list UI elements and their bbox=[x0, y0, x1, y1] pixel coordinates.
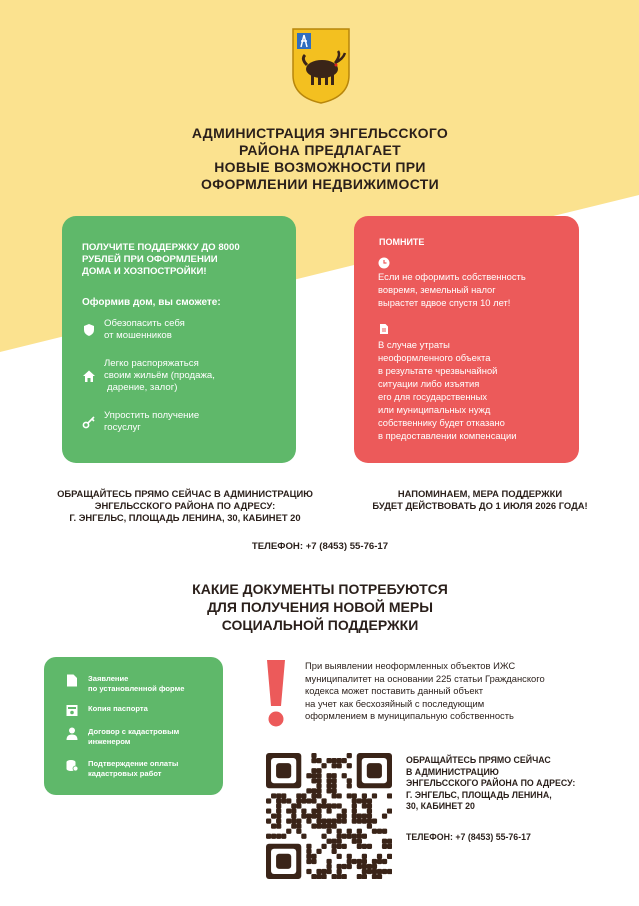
reminder-line: БУДЕТ ДЕЙСТВОВАТЬ ДО 1 ИЮЛЯ 2026 ГОДА! bbox=[372, 500, 588, 511]
contact-line: ОБРАЩАЙТЕСЬ ПРЯМО СЕЙЧАС bbox=[406, 755, 551, 765]
support-card bbox=[62, 216, 296, 463]
legal-notice bbox=[305, 660, 615, 723]
document-item bbox=[66, 704, 148, 717]
reminder-line: НАПОМИНАЕМ, МЕРА ПОДДЕРЖКИ bbox=[397, 488, 563, 499]
remember-text bbox=[378, 338, 568, 442]
contact-line: ЭНГЕЛЬССКОГО РАЙОНА ПО АДРЕСУ: bbox=[406, 778, 576, 788]
person-icon bbox=[66, 727, 78, 740]
documents-title-line: СОЦИАЛЬНОЙ ПОДДЕРЖКИ bbox=[221, 617, 419, 633]
contact-line: В АДМИНИСТРАЦИЮ bbox=[406, 766, 499, 777]
document-text: Копия паспорта bbox=[88, 704, 148, 713]
documents-title-line: КАКИЕ ДОКУМЕНТЫ ПОТРЕБУЮТСЯ bbox=[192, 581, 448, 597]
remember-line: вырастет вдвое спустя 10 лет! bbox=[378, 297, 511, 308]
remember-line: вовремя, земельный налог bbox=[378, 284, 496, 295]
passport-icon bbox=[66, 704, 78, 717]
notice-line: кодекса может поставить данный объект bbox=[305, 685, 484, 696]
contact-address-top bbox=[30, 488, 340, 524]
title-line: РАЙОНА ПРЕДЛАГАЕТ bbox=[238, 142, 402, 158]
documents-card bbox=[44, 657, 223, 795]
remember-card bbox=[354, 216, 579, 463]
remember-line: его для государственных bbox=[378, 391, 488, 402]
remember-line: неоформленного объекта bbox=[378, 352, 491, 363]
benefit-text: госуслуг bbox=[104, 422, 141, 433]
benefit-item bbox=[82, 318, 185, 342]
document-text: по установленной форме bbox=[88, 684, 185, 693]
remember-line: Если не оформить собственность bbox=[378, 271, 526, 282]
notice-line: При выявлении неоформленных объектов ИЖС bbox=[305, 660, 516, 671]
contact-address-bottom bbox=[406, 755, 616, 813]
key-icon bbox=[82, 415, 96, 429]
benefit-text: от мошенников bbox=[104, 330, 172, 341]
support-heading-line: ДОМА И ХОЗПОСТРОЙКИ! bbox=[82, 266, 207, 277]
remember-text bbox=[378, 270, 568, 309]
remember-line: В случае утраты bbox=[378, 339, 450, 350]
notice-line: оформлением в муниципальную собственность bbox=[305, 710, 514, 721]
support-heading bbox=[82, 242, 282, 278]
benefit-text: Легко распоряжаться bbox=[104, 358, 199, 369]
remember-line: ситуации либо изъятия bbox=[378, 378, 480, 389]
support-subheading: Оформив дом, вы сможете: bbox=[82, 297, 221, 308]
home-icon bbox=[82, 369, 96, 383]
remember-heading: ПОМНИТЕ bbox=[379, 237, 425, 247]
document-text: Договор с кадастровым bbox=[88, 727, 180, 736]
contact-line: Г. ЭНГЕЛЬС, ПЛОЩАДЬ ЛЕНИНА, bbox=[406, 789, 552, 800]
file-icon bbox=[66, 674, 78, 687]
document-item bbox=[66, 759, 178, 779]
notice-line: на учет как бесхозяйный с последующим bbox=[305, 697, 485, 709]
contact-line: Г. ЭНГЕЛЬС, ПЛОЩАДЬ ЛЕНИНА, 30, КАБИНЕТ 20 bbox=[69, 512, 301, 523]
benefit-item bbox=[82, 410, 199, 434]
deadline-reminder bbox=[350, 488, 610, 512]
remember-line: собственнику будет отказано bbox=[378, 417, 505, 428]
support-heading-line: ПОЛУЧИТЕ ПОДДЕРЖКУ ДО 8000 bbox=[82, 242, 240, 253]
documents-title bbox=[140, 580, 500, 634]
benefit-text: дарение, залог) bbox=[107, 382, 178, 393]
notice-line: муниципалитет на основании 225 статьи Гражданского bbox=[305, 672, 545, 684]
document-text: кадастровых работ bbox=[88, 769, 162, 778]
contact-line: ЭНГЕЛЬССКОГО РАЙОНА ПО АДРЕСУ: bbox=[94, 500, 276, 511]
documents-title-line: ДЛЯ ПОЛУЧЕНИЯ НОВОЙ МЕРЫ bbox=[207, 599, 433, 615]
page-title bbox=[150, 125, 490, 193]
coins-icon bbox=[66, 759, 78, 772]
coat-of-arms-icon bbox=[291, 27, 351, 105]
document-item bbox=[66, 727, 179, 747]
phone-top: ТЕЛЕФОН: +7 (8453) 55-76-17 bbox=[251, 541, 389, 552]
title-line: АДМИНИСТРАЦИЯ ЭНГЕЛЬССКОГО bbox=[191, 125, 449, 141]
contact-line: 30, КАБИНЕТ 20 bbox=[406, 801, 475, 811]
phone-bottom: ТЕЛЕФОН: +7 (8453) 55-76-17 bbox=[406, 832, 531, 842]
document-icon bbox=[378, 323, 390, 335]
clock-icon bbox=[378, 257, 390, 269]
contact-line: ОБРАЩАЙТЕСЬ ПРЯМО СЕЙЧАС В АДМИНИСТРАЦИЮ bbox=[57, 488, 313, 499]
remember-line: или муниципальных нужд bbox=[378, 404, 491, 415]
qr-code-icon[interactable] bbox=[266, 753, 392, 879]
document-item bbox=[66, 674, 184, 694]
remember-line: в результате чрезвычайной bbox=[378, 365, 498, 376]
exclamation-icon bbox=[263, 658, 289, 728]
title-line: ОФОРМЛЕНИИ НЕДВИЖИМОСТИ bbox=[201, 176, 439, 192]
benefit-text: Обезопасить себя bbox=[104, 318, 185, 329]
shield-icon bbox=[82, 323, 96, 337]
document-text: Заявление bbox=[88, 674, 129, 683]
title-line: НОВЫЕ ВОЗМОЖНОСТИ ПРИ bbox=[214, 159, 426, 175]
support-heading-line: РУБЛЕЙ ПРИ ОФОРМЛЕНИИ bbox=[82, 254, 218, 265]
document-text: Подтверждение оплаты bbox=[88, 759, 179, 768]
benefit-text: своим жильём (продажа, bbox=[104, 370, 215, 381]
benefit-item bbox=[82, 358, 215, 394]
document-text: инженером bbox=[88, 737, 131, 746]
remember-line: в предоставлении компенсации bbox=[378, 430, 517, 441]
benefit-text: Упростить получение bbox=[104, 410, 200, 421]
